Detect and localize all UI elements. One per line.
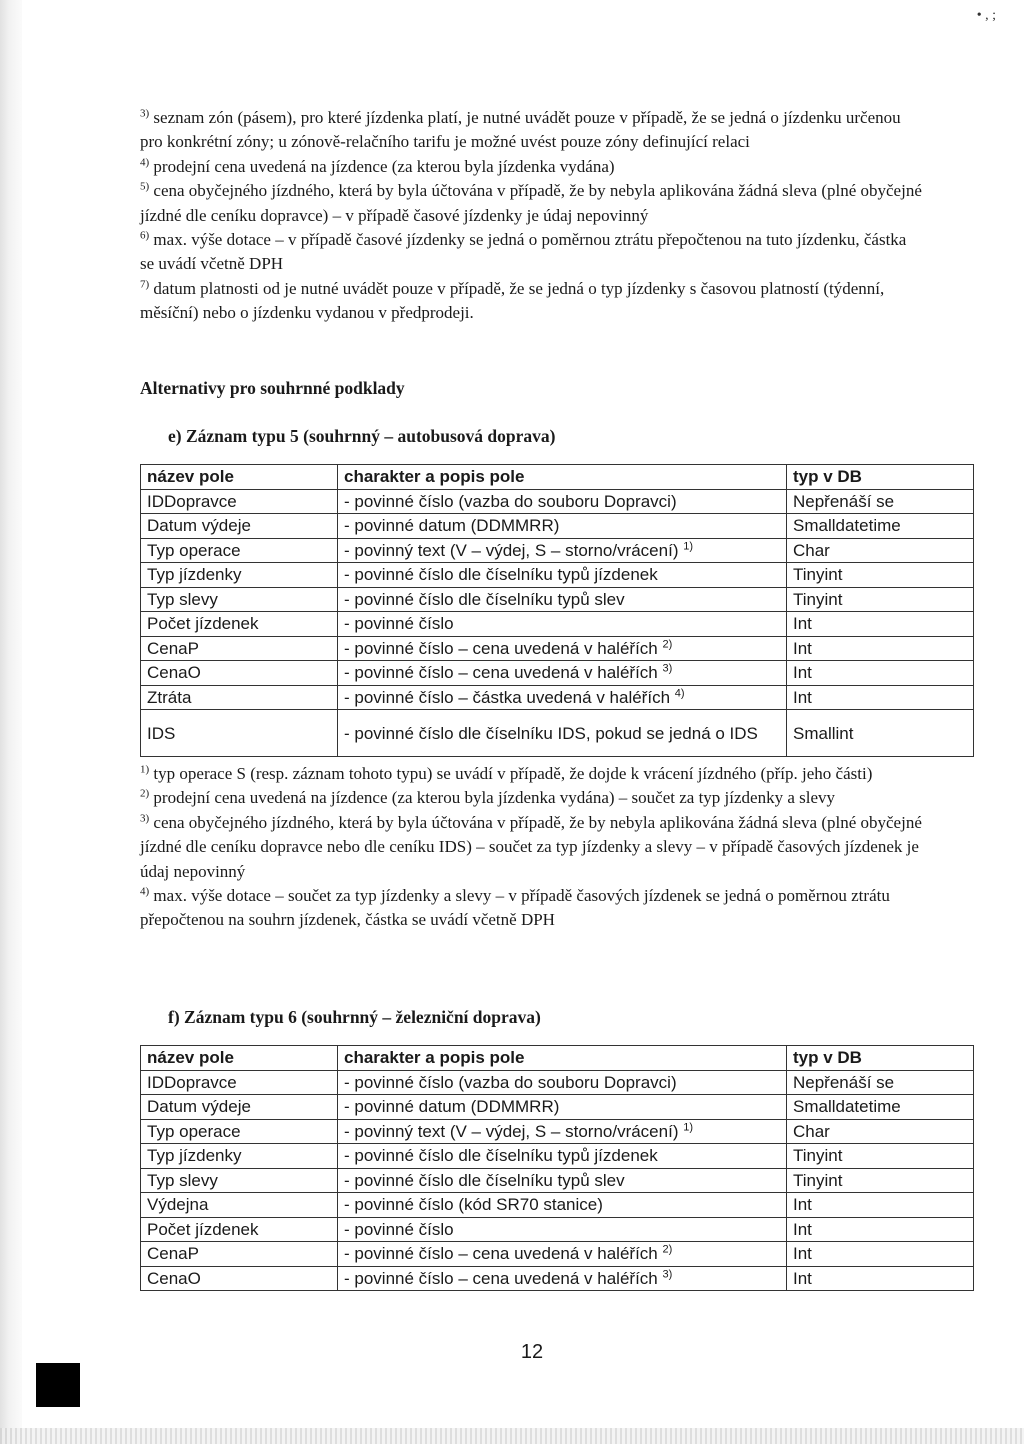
- scan-shadow-left: [0, 0, 22, 1444]
- footnote-number: 2): [140, 787, 150, 800]
- field-description: [338, 514, 787, 539]
- table-row: [141, 1168, 974, 1193]
- description-text: - povinný text (V – výdej, S – storno/vrácení): [344, 540, 679, 560]
- description-text: - povinné datum (DDMMRR): [344, 516, 560, 536]
- field-name: Typ slevy: [141, 587, 338, 612]
- table-row: [141, 1217, 974, 1242]
- table-header-row: [141, 465, 974, 490]
- db-type: Int: [787, 1242, 974, 1267]
- description-text: - povinné číslo (vazba do souboru Dopravci): [344, 491, 677, 511]
- field-name: CenaO: [141, 1266, 338, 1291]
- description-text: - povinné číslo (kód SR70 stanice): [344, 1195, 603, 1215]
- table-row: [141, 1119, 974, 1144]
- field-description: [338, 1217, 787, 1242]
- footnote-ref: 3): [662, 1268, 673, 1281]
- field-name: Počet jízdenek: [141, 1217, 338, 1242]
- footnote-number: 5): [140, 180, 150, 193]
- field-name: Typ operace: [141, 538, 338, 563]
- db-type: Int: [787, 661, 974, 686]
- description-text: - povinné číslo: [344, 1219, 454, 1239]
- db-type: Tinyint: [787, 563, 974, 588]
- field-description: [338, 1095, 787, 1120]
- footnotes-top: [140, 106, 922, 326]
- footnote-text: prodejní cena uvedená na jízdence (za kterou byla jízdenka vydána) – součet za typ jízdenky a slevy: [153, 788, 836, 808]
- db-type: Int: [787, 636, 974, 661]
- db-type: Int: [787, 1217, 974, 1242]
- footnote: [140, 884, 922, 933]
- footnote-number: 4): [140, 885, 150, 898]
- scan-corner-marks: • , ;: [976, 8, 996, 23]
- footnote: [140, 228, 922, 277]
- field-description: [338, 1070, 787, 1095]
- field-name: Datum výdeje: [141, 1095, 338, 1120]
- db-type: Int: [787, 1266, 974, 1291]
- table-row: [141, 1070, 974, 1095]
- field-name: Typ operace: [141, 1119, 338, 1144]
- description-text: - povinné číslo (vazba do souboru Dopravci): [344, 1072, 677, 1092]
- field-description: [338, 563, 787, 588]
- field-description: [338, 612, 787, 637]
- table-row: [141, 563, 974, 588]
- db-type: Smallint: [787, 710, 974, 757]
- db-type: Char: [787, 538, 974, 563]
- db-type: Char: [787, 1119, 974, 1144]
- scan-shadow-bottom: [0, 1428, 1024, 1444]
- db-type: Int: [787, 685, 974, 710]
- description-text: - povinné číslo – cena uvedená v haléřích: [344, 663, 658, 683]
- table-row: [141, 1242, 974, 1267]
- footnote-text: seznam zón (pásem), pro které jízdenka platí, je nutné uvádět pouze v případě, že se jedná o jízdenku určenou pro konkrétní zóny; u zónově-relačního tarifu je možné uvést pouze zóny definující relaci: [140, 108, 901, 152]
- db-type: Nepřenáší se: [787, 489, 974, 514]
- db-type: Tinyint: [787, 1144, 974, 1169]
- column-header: charakter a popis pole: [338, 465, 787, 490]
- table-row: [141, 1193, 974, 1218]
- field-description: [338, 1193, 787, 1218]
- table-row: [141, 710, 974, 757]
- field-description: [338, 661, 787, 686]
- db-type: Int: [787, 1193, 974, 1218]
- alternatives-heading: Alternativy pro souhrnné podklady: [140, 378, 405, 398]
- field-description: [338, 538, 787, 563]
- footnote-number: 3): [140, 107, 150, 120]
- footnote: [140, 762, 922, 786]
- footnote: [140, 277, 922, 326]
- db-type: Nepřenáší se: [787, 1070, 974, 1095]
- footnote-text: cena obyčejného jízdného, která by byla účtována v případě, že by nebyla aplikována žádná sleva (plné obyčejné jízdné dle ceníku dopravce nebo dle ceníku IDS) – součet za typ jízdenky a slevy – v případě časových jízdenek je údaj nepovinný: [140, 812, 922, 881]
- description-text: - povinné číslo – cena uvedená v haléřích: [344, 1268, 658, 1288]
- db-type: Smalldatetime: [787, 514, 974, 539]
- field-name: IDDopravce: [141, 1070, 338, 1095]
- field-name: Typ slevy: [141, 1168, 338, 1193]
- field-description: [338, 636, 787, 661]
- field-name: CenaP: [141, 1242, 338, 1267]
- field-description: [338, 710, 787, 757]
- section-e-heading: e) Záznam typu 5 (souhrnný – autobusová doprava): [168, 426, 556, 446]
- table-row: [141, 1144, 974, 1169]
- page-number: 12: [520, 1341, 544, 1363]
- footnote-text: max. výše dotace – součet za typ jízdenky a slevy – v případě časových jízdenek se jedná o poměrnou ztrátu přepočtenou na souhrn jízdenek, částka se uvádí včetně DPH: [140, 886, 890, 930]
- footnote-ref: 3): [662, 662, 673, 675]
- field-name: Výdejna: [141, 1193, 338, 1218]
- footnotes-section-e: [140, 762, 922, 933]
- description-text: - povinné číslo: [344, 614, 454, 634]
- footnote: [140, 106, 922, 155]
- footnote-ref: 2): [662, 1243, 673, 1256]
- field-name: IDDopravce: [141, 489, 338, 514]
- description-text: - povinné číslo dle číselníku typů jízdenek: [344, 1146, 658, 1166]
- footnote-ref: 1): [683, 540, 693, 553]
- field-description: [338, 1266, 787, 1291]
- table-row: [141, 514, 974, 539]
- field-description: [338, 489, 787, 514]
- description-text: - povinné číslo – částka uvedená v haléřích: [344, 687, 671, 707]
- footnote-text: datum platnosti od je nutné uvádět pouze v případě, že se jedná o typ jízdenky s časovou platností (týdenní, měsíční) nebo o jízdenku vydanou v předprodeji.: [140, 278, 885, 323]
- footnote-number: 1): [140, 763, 150, 776]
- footnote: [140, 811, 922, 884]
- footnote-number: 6): [140, 229, 150, 242]
- table-row: [141, 612, 974, 637]
- field-description: [338, 1119, 787, 1144]
- db-type: Tinyint: [787, 587, 974, 612]
- column-header: název pole: [141, 465, 338, 490]
- footnote-text: max. výše dotace – v případě časové jízdenky se jedná o poměrnou ztrátu přepočtenou na tuto jízdenku, částka se uvádí včetně DPH: [140, 230, 907, 274]
- field-name: Ztráta: [141, 685, 338, 710]
- table-row: [141, 489, 974, 514]
- description-text: - povinné číslo dle číselníku IDS, pokud se jedná o IDS: [344, 723, 758, 743]
- column-header: typ v DB: [787, 1046, 974, 1071]
- footnote-text: typ operace S (resp. záznam tohoto typu) se uvádí v případě, že dojde k vrácení jízdného (příp. jeho části): [153, 764, 873, 783]
- description-text: - povinné číslo dle číselníku typů slev: [344, 589, 625, 609]
- column-header: typ v DB: [787, 465, 974, 490]
- footnote-number: 7): [140, 278, 150, 291]
- table-row: [141, 636, 974, 661]
- table-row: [141, 1095, 974, 1120]
- description-text: - povinné číslo dle číselníku typů slev: [344, 1170, 625, 1190]
- footnote-ref: 4): [674, 687, 685, 700]
- db-type: Smalldatetime: [787, 1095, 974, 1120]
- field-description: [338, 587, 787, 612]
- field-description: [338, 1144, 787, 1169]
- footnote-number: 3): [140, 812, 150, 825]
- field-name: Typ jízdenky: [141, 1144, 338, 1169]
- field-name: CenaO: [141, 661, 338, 686]
- field-description: [338, 1242, 787, 1267]
- footnote: [140, 786, 922, 810]
- footnote-text: prodejní cena uvedená na jízdence (za kterou byla jízdenka vydána): [153, 156, 615, 176]
- table-row: [141, 538, 974, 563]
- field-name: IDS: [141, 710, 338, 757]
- field-name: CenaP: [141, 636, 338, 661]
- table-header-row: [141, 1046, 974, 1071]
- table-row: [141, 587, 974, 612]
- description-text: - povinné datum (DDMMRR): [344, 1097, 560, 1117]
- description-text: - povinné číslo – cena uvedená v haléřích: [344, 638, 658, 658]
- footnote-ref: 2): [662, 638, 673, 651]
- black-square-mark: [36, 1363, 80, 1407]
- column-header: název pole: [141, 1046, 338, 1071]
- footnote: [140, 179, 922, 228]
- footnote: [140, 155, 922, 179]
- footnote-text: cena obyčejného jízdného, která by byla účtována v případě, že by nebyla aplikována žádná sleva (plné obyčejné jízdné dle ceníku dopravce) – v případě časové jízdenky je údaj nepovinný: [140, 181, 922, 225]
- description-text: - povinné číslo dle číselníku typů jízdenek: [344, 565, 658, 585]
- footnote-number: 4): [140, 156, 150, 169]
- field-description: [338, 1168, 787, 1193]
- description-text: - povinný text (V – výdej, S – storno/vrácení): [344, 1121, 679, 1141]
- section-f-heading: f) Záznam typu 6 (souhrnný – železniční doprava): [168, 1007, 541, 1027]
- table-row: [141, 685, 974, 710]
- db-type: Int: [787, 612, 974, 637]
- table-row: [141, 661, 974, 686]
- field-description: [338, 685, 787, 710]
- description-text: - povinné číslo – cena uvedená v haléřích: [344, 1244, 658, 1264]
- db-type: Tinyint: [787, 1168, 974, 1193]
- field-name: Typ jízdenky: [141, 563, 338, 588]
- footnote-ref: 1): [683, 1121, 693, 1134]
- record-type-5-table: [140, 464, 974, 757]
- column-header: charakter a popis pole: [338, 1046, 787, 1071]
- field-name: Datum výdeje: [141, 514, 338, 539]
- record-type-6-table: [140, 1045, 974, 1291]
- field-name: Počet jízdenek: [141, 612, 338, 637]
- table-row: [141, 1266, 974, 1291]
